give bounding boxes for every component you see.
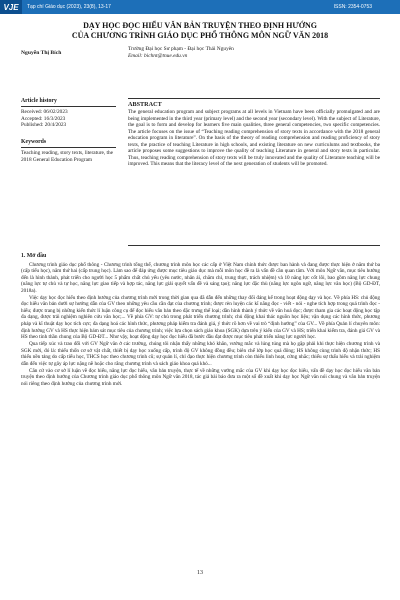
affiliation: Trường Đại học Sư phạm - Đại học Thái Nguyên [128,46,234,52]
abstract-text: The general education program and subject programs at all levels in Vietnam have been officially promulgated and are being implemented in the third year (primary level) and the second year (secondary level). With the subject of Literature, the goal is to form and develop for learners five main qualities, three general competencies, two specific competencies. The article focuses on the issue of “Teaching reading comprehension of story texts in accordance with the 2018 general education program in literature”. On the basis of the theory of reading comprehension and reading proficiency of story texts, the practice of teaching Literature in high schools, and existing literature on new curriculums and textbooks, the article proposes some suggestions to improve the quality of teaching Literature in general and story texts in particular. Thus, teaching reading comprehension of story texts will be truly innovated and the quality of Literature teaching will be improved. This means that the literacy level of the next generation of students will be promoted. [128,109,380,167]
abstract-box [128,98,380,246]
keywords-heading: Keywords [21,139,47,146]
accepted-date: Accepted: 16/3/2023 [21,115,66,122]
published-date: Published: 20/4/2023 [21,122,67,129]
paragraph-2: Việc dạy học đọc hiểu theo định hướng của chương trình mới trong thời gian qua đã dẫn đến những thay đổi đáng kể trong hoạt động dạy và học. Về phía HS: chủ động đọc hiểu văn bản dưới sự hướng dẫn của GV theo những yêu cầu cần đạt của chương trình; được rèn luyện các kĩ năng đọc - viết - nói - nghe tích hợp trong quá trình đọc - hiểu; được trang bị những kiến thức lí luận công cụ để đọc hiểu văn bản theo đặc trưng thể loại; dần hình thành ý thức về văn hoá đọc; được tham gia các hoạt động học tập đa dạng, được trải nghiệm nghiên cứu văn học;... Về phía GV: tự chủ trong phát triển chương trình; chủ động khai thác nguồn học liệu; vận dụng các hình thức, phương pháp và kĩ thuật dạy học tích cực; đa dạng hoá các hình thức, phương pháp kiểm tra đánh giá, ý thức rõ hơn về vai trò “định hướng” của GV... Về phía Quản lí chuyên môn: định hướng GV và HS thực hiện bám sát mục tiêu của chương trình; việc lựa chọn sách giáo khoa (SGK) dựa trên ý kiến của GV và HS; triển khai kiểm tra, đánh giá GV và HS theo tinh thần chung của Bộ GD-ĐT... Như vậy, hoạt động dạy học đọc hiểu đã bước đầu đạt được mục tiêu phát triển năng lực người học. [21,294,380,341]
keywords-block [21,139,116,163]
abstract-heading: ABSTRACT [128,101,162,108]
email-label: Email: [128,53,143,59]
journal-header-bar [0,0,400,14]
paragraph-4: Căn cứ vào cơ sở lí luận về đọc hiểu, năng lực đọc hiểu, văn bản truyện, thực tế về những vướng mắc của GV khi dạy học đọc hiểu, vấn đề dạy học đọc hiểu văn bản truyện theo định hướng của Chương trình giáo dục phổ thông môn Ngữ văn 2018, tác giả bài báo đưa ra một số đề xuất khi dạy học Ngữ văn nói chung và văn bản truyện nói riêng theo định hướng của chương trình mới. [21,367,380,387]
paragraph-3: Qua tiếp xúc và trao đổi với GV Ngữ văn ở các trường, chúng tôi nhận thấy những khó khăn, vướng mắc và lúng túng mà họ gặp phải khi thực hiện chương trình và SGK mới, đó là: thiếu thốn cơ sở vật chất, thiết bị dạy học xuống cấp, trình độ GV không đồng đều; biên chế lớp học quá đông; HS không cùng trình độ nhận thức; HS thiếu nền tảng do cấp tiểu học, THCS học theo chương trình cũ; sự quản lí, chỉ đạo thực hiện chương trình còn thiếu linh hoạt, cứng nhắc; thiếu sự thấu hiểu và trải nghiệm dẫn đến việc tự gây áp lực nặng nề hoặc cho rằng chương trình và sách giáo khoa quá khó... [21,341,380,367]
keywords-text: Teaching reading, story texts, literature, the 2018 General Education Program [21,149,113,163]
divider [21,147,116,148]
journal-citation: Tạp chí Giáo dục (2023), 23(8), 13-17 [27,4,111,10]
section-heading: 1. Mở đầu [21,253,47,259]
article-title [20,21,380,41]
journal-logo: VJE [0,0,22,14]
email-address[interactable]: bichnt@tnue.edu.vn [144,53,188,59]
author-affiliation-block [128,46,234,60]
title-line-1: DẠY HỌC ĐỌC HIỂU VĂN BẢN TRUYỆN THEO ĐỊNH HƯỚNG [83,21,317,30]
issn-label: ISSN: 2354-0753 [333,4,372,10]
article-info-column [21,98,116,164]
divider [21,106,116,107]
page-number: 13 [197,570,203,576]
paragraph-1: Chương trình giáo dục phổ thông - Chương trình tổng thể, chương trình môn học các cấp ở Việt Nam chính thức được ban hành và đang được thực hiện ở năm thứ ba (cấp tiểu học), năm thứ hai (cấp trung học). Làm sao để đáp ứng được mục tiêu giáo dục mà mỗi môn học đề ra là vấn đề cần quan tâm. Với môn Ngữ văn, mục tiêu hướng đến là hình thành, phát triển cho người học 5 phẩm chất chủ yếu (yêu nước, nhân ái, chăm chỉ, trung thực, trách nhiệm) và 10 năng lực cốt lõi, bao gồm năng lực chung (năng lực tự chủ và tự học, năng lực giao tiếp và hợp tác, năng lực giải quyết vấn đề và sáng tạo); năng lực đặc thù (năng lực ngôn ngữ, năng lực văn học) (Bộ GD-ĐT, 2018a). [21,261,380,294]
article-body [21,253,380,388]
article-history-heading: Article history [21,98,57,104]
author-name: Nguyễn Thị Bích [21,50,62,56]
received-date: Received: 06/02/2023 [21,108,68,115]
title-line-2: CỦA CHƯƠNG TRÌNH GIÁO DỤC PHỔ THÔNG MÔN NGỮ VĂN 2018 [71,31,329,40]
email-line [128,53,234,60]
